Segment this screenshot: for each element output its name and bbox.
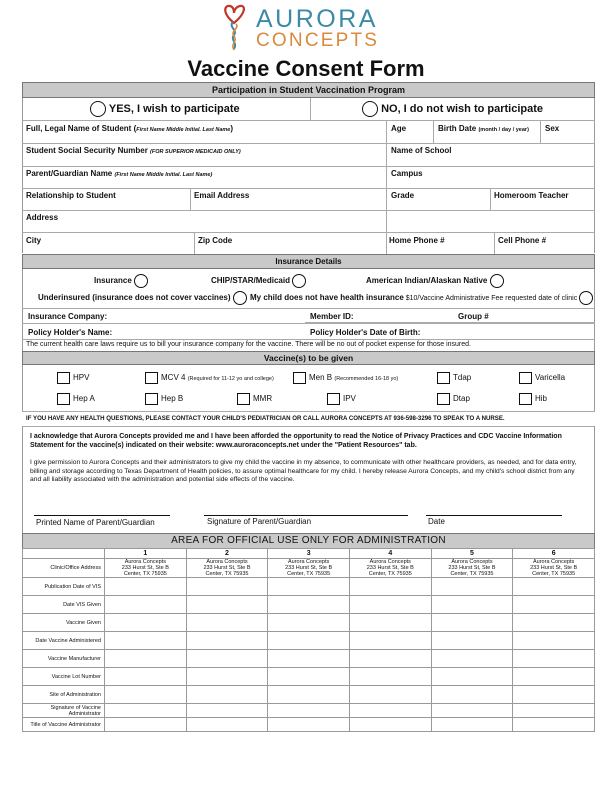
checkbox-ipv[interactable]: [327, 393, 340, 405]
parent-signature-line[interactable]: Signature of Parent/Guardian: [207, 517, 312, 526]
table-row: [23, 632, 595, 650]
official-entry-cell[interactable]: [105, 596, 187, 614]
zip-code-field[interactable]: Zip Code: [198, 236, 233, 245]
acknowledgement-permission: I give permission to Aurora Concepts and their administrators to give my child the vaccine in my absence, to communicate with other healthcare providers, as needed, and for data entry, billing and storage according to Texas Department of Health policies, to assure optimal healthcare for my child. I hereby release Aurora Concepts, and my child's school district from any and all liability associated with the administration and potential side effects of the vaccine.: [30, 459, 577, 484]
email-field[interactable]: Email Address: [194, 191, 250, 200]
clinic-address-cell: [513, 559, 595, 578]
official-entry-cell[interactable]: [105, 614, 187, 632]
official-entry-cell[interactable]: [349, 614, 431, 632]
official-entry-cell[interactable]: [513, 632, 595, 650]
table-row: [23, 596, 595, 614]
official-column-4: 4: [349, 549, 431, 559]
vaccine-mcv4[interactable]: MCV 4 (Required for 11-12 yo and college): [145, 372, 274, 385]
table-row: [23, 614, 595, 632]
official-entry-cell[interactable]: [513, 668, 595, 686]
insurance-company-field[interactable]: Insurance Company:: [28, 312, 108, 321]
vaccine-ipv[interactable]: IPV: [327, 393, 356, 405]
clinic-address-cell: [268, 559, 350, 578]
checkbox-menb[interactable]: [293, 372, 306, 384]
official-use-header: AREA FOR OFFICIAL USE ONLY FOR ADMINISTRATION: [22, 533, 595, 549]
official-entry-cell[interactable]: [105, 718, 187, 732]
official-entry-cell[interactable]: [513, 686, 595, 704]
radio-no[interactable]: [362, 101, 378, 117]
radio-insurance[interactable]: [134, 274, 148, 288]
official-use-table: [22, 548, 595, 732]
checkbox-tdap[interactable]: [437, 372, 450, 384]
clinic-address-line: Aurora Concepts: [124, 559, 166, 565]
campus-field[interactable]: Campus: [391, 169, 423, 178]
logo-text-concepts: CONCEPTS: [256, 30, 380, 51]
vaccine-tdap[interactable]: Tdap: [437, 372, 471, 384]
clinic-address-line: Aurora Concepts: [206, 559, 248, 565]
clinic-address-line: Aurora Concepts: [451, 559, 493, 565]
vaccine-hepb[interactable]: Hep B: [145, 393, 183, 405]
aurora-logo: [218, 3, 398, 53]
row-label: Vaccine Manufacturer: [23, 650, 105, 668]
official-entry-cell[interactable]: [105, 668, 187, 686]
sex-field[interactable]: Sex: [545, 124, 560, 133]
vaccine-varicella[interactable]: Varicella: [519, 372, 565, 384]
checkbox-hepb[interactable]: [145, 393, 158, 405]
official-entry-cell[interactable]: [431, 668, 513, 686]
radio-chip[interactable]: [292, 274, 306, 288]
official-entry-cell[interactable]: [431, 614, 513, 632]
row-label: Date VIS Given: [23, 596, 105, 614]
official-entry-cell[interactable]: [513, 704, 595, 718]
official-entry-cell[interactable]: [513, 578, 595, 596]
official-column-3: 3: [268, 549, 350, 559]
official-entry-cell[interactable]: [268, 668, 350, 686]
official-entry-cell[interactable]: [268, 614, 350, 632]
official-entry-cell[interactable]: [186, 578, 268, 596]
participate-yes-option[interactable]: [90, 101, 240, 117]
table-row: [23, 650, 595, 668]
checkbox-varicella[interactable]: [519, 372, 532, 384]
official-entry-cell[interactable]: [186, 632, 268, 650]
clinic-address-line: 233 Hurst St, Ste B: [285, 565, 333, 571]
official-entry-cell[interactable]: [349, 686, 431, 704]
vaccine-mmr[interactable]: MMR: [237, 393, 272, 405]
vaccine-hib[interactable]: Hib: [519, 393, 547, 405]
underinsured-option[interactable]: Underinsured (insurance does not cover vaccines): [38, 291, 247, 305]
grade-field[interactable]: Grade: [391, 191, 415, 200]
official-entry-cell[interactable]: [268, 578, 350, 596]
official-entry-cell[interactable]: [349, 650, 431, 668]
official-entry-cell[interactable]: [186, 614, 268, 632]
table-row: [23, 668, 595, 686]
clinic-address-line: 233 Hurst St, Ste B: [366, 565, 414, 571]
checkbox-hib[interactable]: [519, 393, 532, 405]
printed-name-line[interactable]: Printed Name of Parent/Guardian: [36, 518, 155, 527]
signature-date-line[interactable]: Date: [428, 517, 445, 526]
checkbox-dtap[interactable]: [437, 393, 450, 405]
home-phone-field[interactable]: Home Phone #: [389, 236, 445, 245]
logo-text-aurora: AURORA: [256, 5, 378, 33]
clinic-address-line: Aurora Concepts: [288, 559, 330, 565]
checkbox-mcv4[interactable]: [145, 372, 158, 384]
official-entry-cell[interactable]: [513, 718, 595, 732]
official-entry-cell[interactable]: [349, 718, 431, 732]
participate-yes-label: YES, I wish to participate: [108, 103, 240, 115]
participate-no-option[interactable]: [362, 101, 543, 117]
clinic-address-line: 233 Hurst St, Ste B: [530, 565, 578, 571]
clinic-address-line: Center, TX 75935: [205, 571, 249, 577]
parent-name-field[interactable]: Parent/Guardian Name (First Name Middle Initial. Last Name): [26, 169, 213, 178]
clinic-address-line: Center, TX 75935: [123, 571, 167, 577]
official-entry-cell[interactable]: [105, 632, 187, 650]
health-questions-notice: IF YOU HAVE ANY HEALTH QUESTIONS, PLEASE CONTACT YOUR CHILD'S PEDIATRICIAN OR CALL AURORA CONCEPTS AT 936-598-3296 TO SPEAK TO A NURSE.: [26, 415, 505, 422]
official-entry-cell[interactable]: [431, 704, 513, 718]
official-entry-cell[interactable]: [431, 686, 513, 704]
relationship-field[interactable]: Relationship to Student: [26, 191, 116, 200]
official-entry-cell[interactable]: [349, 596, 431, 614]
member-id-field[interactable]: Member ID:: [310, 312, 354, 321]
clinic-address-cell: [105, 559, 187, 578]
official-entry-cell[interactable]: [268, 632, 350, 650]
clinic-address-line: Center, TX 75935: [368, 571, 412, 577]
official-entry-cell[interactable]: [105, 578, 187, 596]
policy-holder-dob-field[interactable]: Policy Holder's Date of Birth:: [310, 328, 421, 337]
cell-phone-field[interactable]: Cell Phone #: [498, 236, 547, 245]
official-entry-cell[interactable]: [105, 650, 187, 668]
official-column-6: 6: [513, 549, 595, 559]
participate-no-label: NO, I do not wish to participate: [381, 103, 544, 115]
table-row: [23, 559, 595, 578]
vaccines-header: Vaccine(s) to be given: [22, 351, 595, 365]
clinic-address-line: Aurora Concepts: [369, 559, 411, 565]
clinic-address-line: Center, TX 75935: [287, 571, 331, 577]
group-number-field[interactable]: Group #: [458, 312, 489, 321]
page-title: Vaccine Consent Form: [187, 56, 425, 81]
official-entry-cell[interactable]: [186, 650, 268, 668]
official-entry-cell[interactable]: [268, 686, 350, 704]
official-entry-cell[interactable]: [349, 704, 431, 718]
official-entry-cell[interactable]: [513, 596, 595, 614]
official-entry-cell[interactable]: [431, 596, 513, 614]
official-entry-cell[interactable]: [268, 704, 350, 718]
official-entry-cell[interactable]: [349, 668, 431, 686]
official-entry-cell[interactable]: [186, 704, 268, 718]
official-entry-cell[interactable]: [186, 686, 268, 704]
table-row: [23, 704, 595, 718]
clinic-address-line: 233 Hurst St, Ste B: [121, 565, 169, 571]
official-entry-cell[interactable]: [431, 578, 513, 596]
official-corner-cell: [23, 549, 105, 559]
vaccine-hpv[interactable]: HPV: [57, 372, 89, 384]
table-row: [23, 686, 595, 704]
vaccine-hepa[interactable]: Hep A: [57, 393, 95, 405]
policy-holder-field[interactable]: Policy Holder's Name:: [28, 328, 113, 337]
table-row: [23, 718, 595, 732]
row-label: Date Vaccine Administered: [23, 632, 105, 650]
insurance-header: Insurance Details: [22, 254, 595, 269]
official-entry-cell[interactable]: [268, 718, 350, 732]
row-label: Vaccine Given: [23, 614, 105, 632]
clinic-address-cell: [349, 559, 431, 578]
clinic-address-line: Center, TX 75935: [450, 571, 494, 577]
clinic-address-line: 233 Hurst St, Ste B: [448, 565, 496, 571]
official-entry-cell[interactable]: [431, 718, 513, 732]
official-entry-cell[interactable]: [431, 632, 513, 650]
clinic-address-line: Aurora Concepts: [533, 559, 575, 565]
no-insurance-option[interactable]: My child does not have health insurance $10/Vaccine Administrative Fee requested date of clinic: [250, 291, 593, 306]
row-label: Site of Administration: [23, 686, 105, 704]
official-entry-cell[interactable]: [349, 578, 431, 596]
full-name-field[interactable]: Full, Legal Name of Student (First Name Middle Initial. Last Name): [26, 124, 234, 133]
official-header-row: [23, 549, 595, 559]
chip-option[interactable]: CHIP/STAR/Medicaid: [211, 274, 306, 288]
clinic-address-line: 233 Hurst St, Ste B: [203, 565, 251, 571]
official-entry-cell[interactable]: [105, 704, 187, 718]
checkbox-hpv[interactable]: [57, 372, 70, 384]
clinic-address-cell: [186, 559, 268, 578]
checkbox-mmr[interactable]: [237, 393, 250, 405]
radio-underinsured[interactable]: [233, 291, 247, 305]
insurance-option[interactable]: Insurance: [94, 274, 148, 288]
age-field[interactable]: Age: [391, 124, 407, 133]
vaccine-menb[interactable]: Men B (Recommended 16-18 yo): [293, 372, 398, 385]
clinic-address-line: Center, TX 75935: [532, 571, 576, 577]
acknowledgement-privacy: I acknowledge that Aurora Concepts provided me and I have been afforded the opportunity to read the Notice of Privacy Practices and CDC Vaccine Information Statement for the vaccine(s) indicated on their website: www.auroraconcepts.net under the "Patient Resources" tab.: [30, 433, 562, 449]
row-label: Vaccine Lot Number: [23, 668, 105, 686]
row-label: Publication Date of VIS: [23, 578, 105, 596]
radio-no-insurance[interactable]: [579, 291, 593, 305]
radio-native[interactable]: [490, 274, 504, 288]
logo-mark-icon: [218, 3, 250, 53]
row-label-clinic: Clinic/Office Address: [23, 559, 105, 578]
row-label: Title of Vaccine Administrator: [23, 718, 105, 732]
official-entry-cell[interactable]: [513, 650, 595, 668]
official-entry-cell[interactable]: [268, 650, 350, 668]
city-field[interactable]: City: [26, 236, 42, 245]
official-column-2: 2: [186, 549, 268, 559]
checkbox-hepa[interactable]: [57, 393, 70, 405]
official-entry-cell[interactable]: [105, 686, 187, 704]
table-row: [23, 578, 595, 596]
official-entry-cell[interactable]: [513, 614, 595, 632]
official-entry-cell[interactable]: [349, 632, 431, 650]
vaccine-dtap[interactable]: Dtap: [437, 393, 470, 405]
row-label: Signature of Vaccine Administrator: [23, 704, 105, 718]
official-entry-cell[interactable]: [186, 718, 268, 732]
clinic-address-cell: [431, 559, 513, 578]
native-option[interactable]: American Indian/Alaskan Native: [366, 274, 504, 288]
official-entry-cell[interactable]: [186, 668, 268, 686]
participation-header: Participation in Student Vaccination Program: [22, 82, 595, 98]
official-entry-cell[interactable]: [186, 596, 268, 614]
ssn-field[interactable]: Student Social Security Number (FOR SUPERIOR MEDICAID ONLY): [26, 146, 241, 155]
official-column-5: 5: [431, 549, 513, 559]
school-name-field[interactable]: Name of School: [391, 146, 452, 155]
insurance-notice: The current health care laws require us to bill your insurance company for the vaccine. There will be no out of pocket expense for those insured.: [26, 341, 471, 348]
official-entry-cell[interactable]: [268, 596, 350, 614]
homeroom-teacher-field[interactable]: Homeroom Teacher: [494, 191, 569, 200]
official-entry-cell[interactable]: [431, 650, 513, 668]
address-field[interactable]: Address: [26, 213, 59, 222]
radio-yes[interactable]: [90, 101, 106, 117]
official-column-1: 1: [105, 549, 187, 559]
birth-date-field[interactable]: Birth Date (month / day / year): [438, 124, 529, 133]
